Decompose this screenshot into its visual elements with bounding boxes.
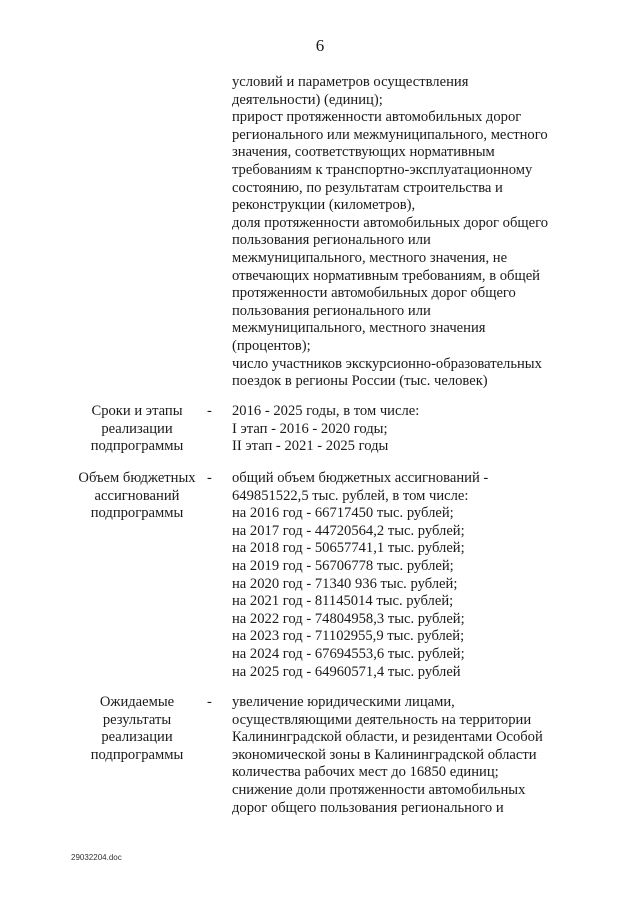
- label-line: ассигнований: [94, 487, 180, 504]
- label-line: Ожидаемые: [99, 694, 175, 710]
- text-line: (процентов);: [232, 337, 311, 354]
- value-line: увеличение юридическими лицами,: [232, 694, 455, 710]
- value-line: на 2022 год - 74804958,3 тыс. рублей;: [232, 610, 465, 627]
- value-line: 649851522,5 тыс. рублей, в том числе:: [232, 487, 469, 504]
- text-line: значения, соответствующих нормативным: [232, 144, 495, 161]
- label-line: подпрограммы: [90, 438, 184, 455]
- text-line: пользования регионального или: [232, 302, 431, 319]
- footer-filename: 29032204.doc: [71, 853, 122, 862]
- value-line: на 2023 год - 71102955,9 тыс. рублей;: [232, 628, 465, 645]
- row-dash: -: [207, 470, 212, 486]
- row-dash: -: [207, 694, 212, 710]
- text-line: деятельности) (единиц);: [232, 91, 383, 108]
- value-line: на 2019 год - 56706778 тыс. рублей;: [232, 557, 454, 574]
- row-label: [74, 694, 200, 764]
- row-dash: -: [207, 403, 212, 419]
- label-line: Сроки и этапы: [91, 403, 183, 419]
- text-line: межмуниципального, местного значения: [232, 320, 486, 337]
- value-line: на 2018 год - 50657741,1 тыс. рублей;: [232, 540, 465, 557]
- label-line: результаты: [102, 711, 172, 728]
- row-label: [74, 403, 200, 456]
- label-line: реализации: [101, 420, 173, 437]
- continuation-text: [232, 74, 548, 391]
- text-line: прирост протяженности автомобильных дорог: [232, 109, 522, 126]
- text-line: состоянию, по результатам строительства и: [232, 179, 503, 196]
- text-line: число участников экскурсионно-образовательных: [232, 355, 542, 372]
- row-value: [232, 470, 488, 681]
- text-line: регионального или межмуниципального, местного: [232, 126, 548, 143]
- row-value: [232, 694, 543, 817]
- value-line: на 2016 год - 66717450 тыс. рублей;: [232, 505, 454, 522]
- text-line: поездок в регионы России (тыс. человек): [232, 373, 488, 390]
- value-line: Калининградской области, и резидентами Особой: [232, 729, 543, 746]
- value-line: II этап - 2021 - 2025 годы: [232, 438, 389, 455]
- text-line: отвечающих нормативным требованиям, в общей: [232, 267, 540, 284]
- label-line: Объем бюджетных: [78, 470, 196, 486]
- row-value: [232, 403, 419, 456]
- text-line: реконструкции (километров),: [232, 197, 416, 214]
- text-line: требованиям к транспортно-эксплуатационному: [232, 161, 533, 178]
- value-line: экономической зоны в Калининградской области: [232, 746, 537, 763]
- value-line: на 2025 год - 64960571,4 тыс. рублей: [232, 663, 461, 680]
- label-line: подпрограммы: [90, 505, 184, 522]
- value-line: общий объем бюджетных ассигнований -: [232, 470, 489, 486]
- value-line: на 2024 год - 67694553,6 тыс. рублей;: [232, 645, 465, 662]
- page-number: 6: [315, 36, 325, 55]
- label-line: реализации: [101, 729, 173, 746]
- value-line: на 2017 год - 44720564,2 тыс. рублей;: [232, 522, 465, 539]
- value-line: на 2020 год - 71340 936 тыс. рублей;: [232, 575, 458, 592]
- text-line: протяженности автомобильных дорог общего: [232, 285, 516, 302]
- row-label: [74, 470, 200, 523]
- value-line: количества рабочих мест до 16850 единиц;: [232, 764, 499, 781]
- value-line: снижение доли протяженности автомобильных: [232, 781, 526, 798]
- value-line: дорог общего пользования регионального и: [232, 799, 504, 816]
- value-line: I этап - 2016 - 2020 годы;: [232, 420, 388, 437]
- value-line: 2016 - 2025 годы, в том числе:: [232, 403, 420, 419]
- value-line: на 2021 год - 81145014 тыс. рублей;: [232, 593, 454, 610]
- value-line: осуществляющими деятельность на территории: [232, 711, 532, 728]
- text-line: условий и параметров осуществления: [232, 74, 469, 90]
- text-line: межмуниципального, местного значения, не: [232, 249, 508, 266]
- text-line: пользования регионального или: [232, 232, 431, 249]
- text-line: доля протяженности автомобильных дорог общего: [232, 214, 549, 231]
- label-line: подпрограммы: [90, 746, 184, 763]
